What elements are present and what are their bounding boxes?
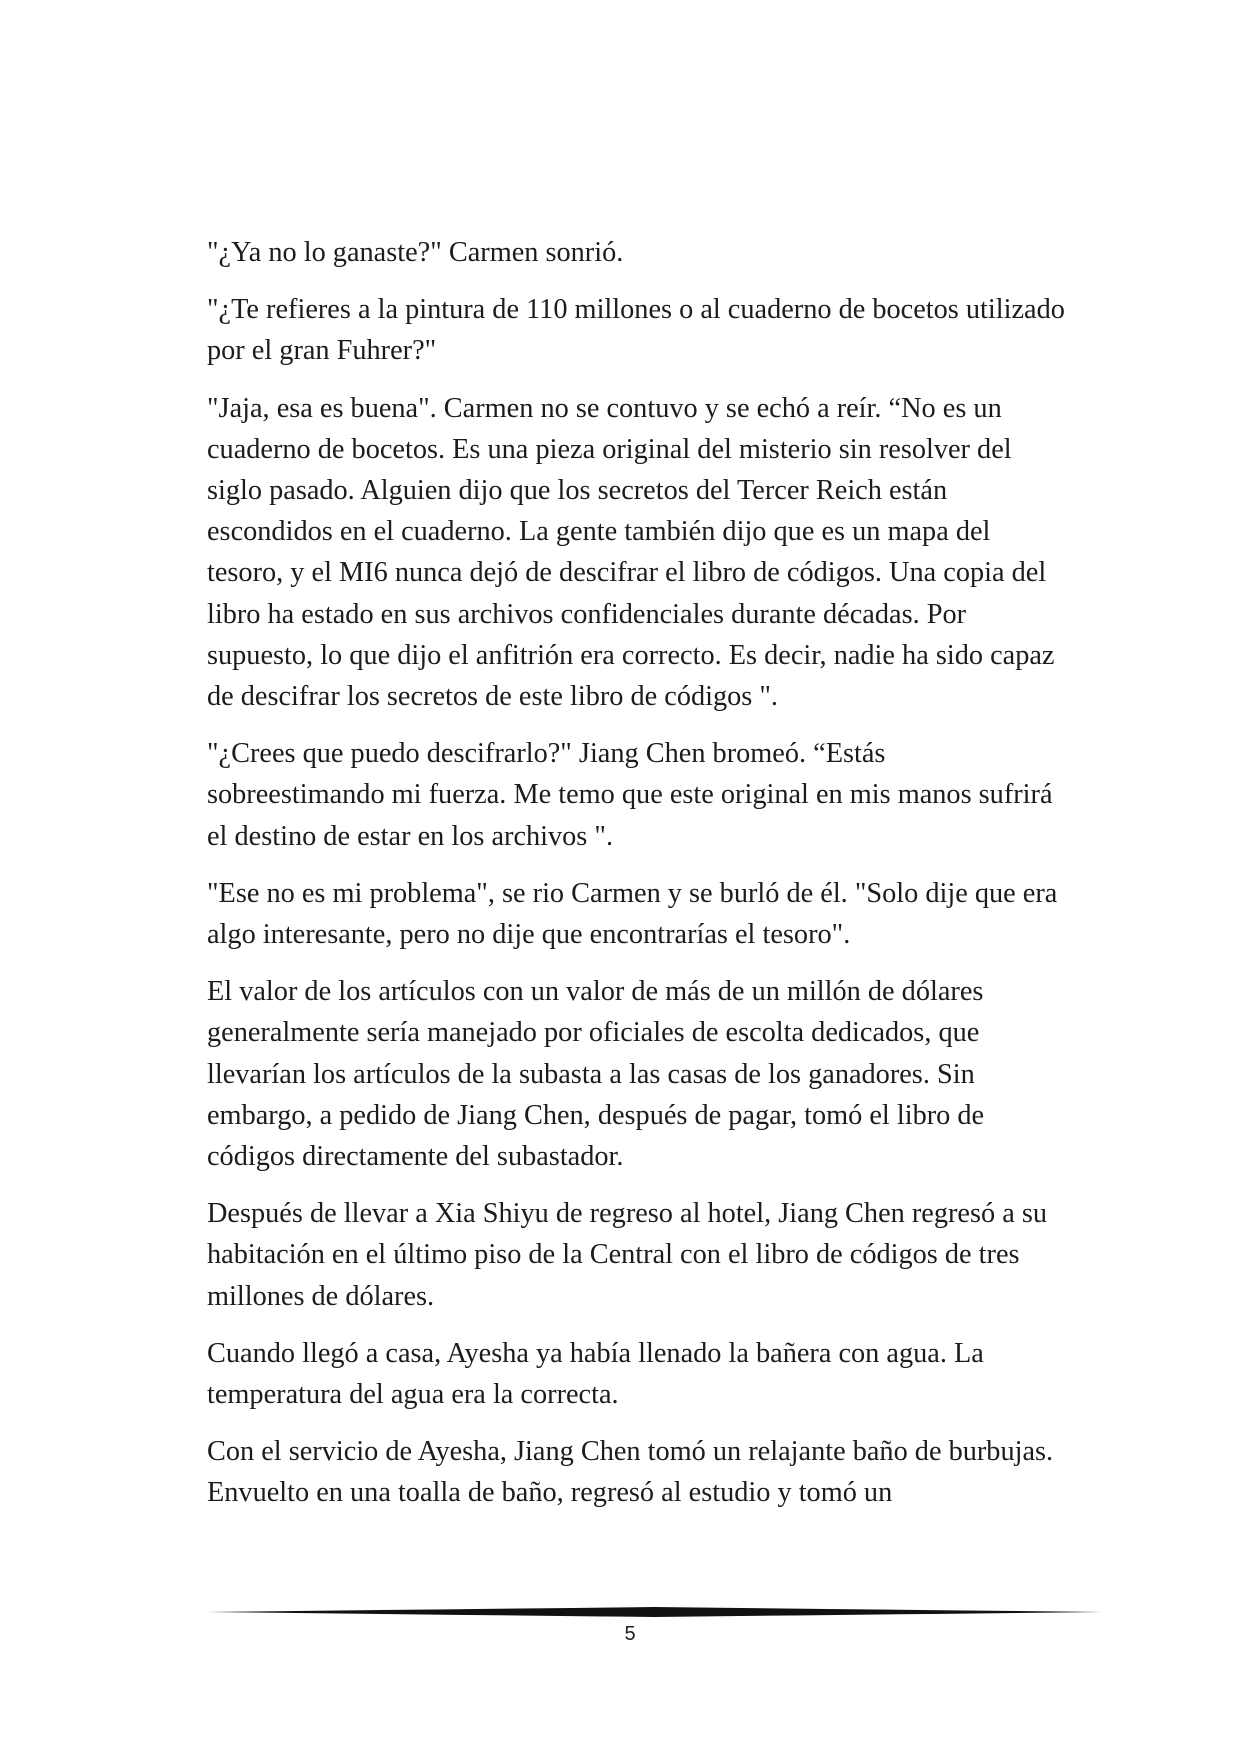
paragraph: Con el servicio de Ayesha, Jiang Chen tomó un relajante baño de burbujas. Envuelto en una toalla de baño, regresó al estudio y tomó un [207, 1436, 1054, 1509]
paragraph: "Jaja, esa es buena". Carmen no se contuvo y se echó a reír. “No es un cuaderno de bocetos. Es una pieza original del misterio sin resolver del siglo pasado. Alguien dijo que los secretos del Tercer Reich están escondidos en el cuaderno. La gente también dijo que es un mapa del tesoro, y el MI6 nunca dejó de descifrar el libro de códigos. Una copia del libro ha estado en sus archivos confidenciales durante décadas. Por supuesto, lo que dijo el anfitrión era correcto. Es decir, nadie ha sido capaz de descifrar los secretos de este libro de códigos ". [207, 392, 1055, 713]
paragraph: Después de llevar a Xia Shiyu de regreso al hotel, Jiang Chen regresó a su habitación en el último piso de la Central con el libro de códigos de tres millones de dólares. [207, 1198, 1048, 1312]
paragraph: "¿Te refieres a la pintura de 110 millones o al cuaderno de bocetos utilizado por el gran Fuhrer?" [207, 294, 1065, 367]
footer-divider [207, 1604, 1102, 1620]
paragraph: Cuando llegó a casa, Ayesha ya había llenado la bañera con agua. La temperatura del agua era la correcta. [207, 1337, 984, 1411]
body-text [207, 232, 1069, 1530]
page-number: 5 [624, 1623, 636, 1645]
paragraph: "¿Crees que puedo descifrarlo?" Jiang Chen bromeó. “Estás sobreestimando mi fuerza. Me temo que este original en mis manos sufrirá el destino de estar en los archivos ". [207, 738, 1053, 852]
paragraph: El valor de los artículos con un valor de más de un millón de dólares generalmente sería manejado por oficiales de escolta dedicados, que llevarían los artículos de la subasta a las casas de los ganadores. Sin embargo, a pedido de Jiang Chen, después de pagar, tomó el libro de códigos directamente del subastador. [207, 976, 985, 1173]
paragraph: "¿Ya no lo ganaste?" Carmen sonrió. [207, 237, 624, 268]
paragraph: "Ese no es mi problema", se rio Carmen y se burló de él. "Solo dije que era algo interesante, pero no dije que encontrarías el tesoro". [207, 877, 1058, 951]
